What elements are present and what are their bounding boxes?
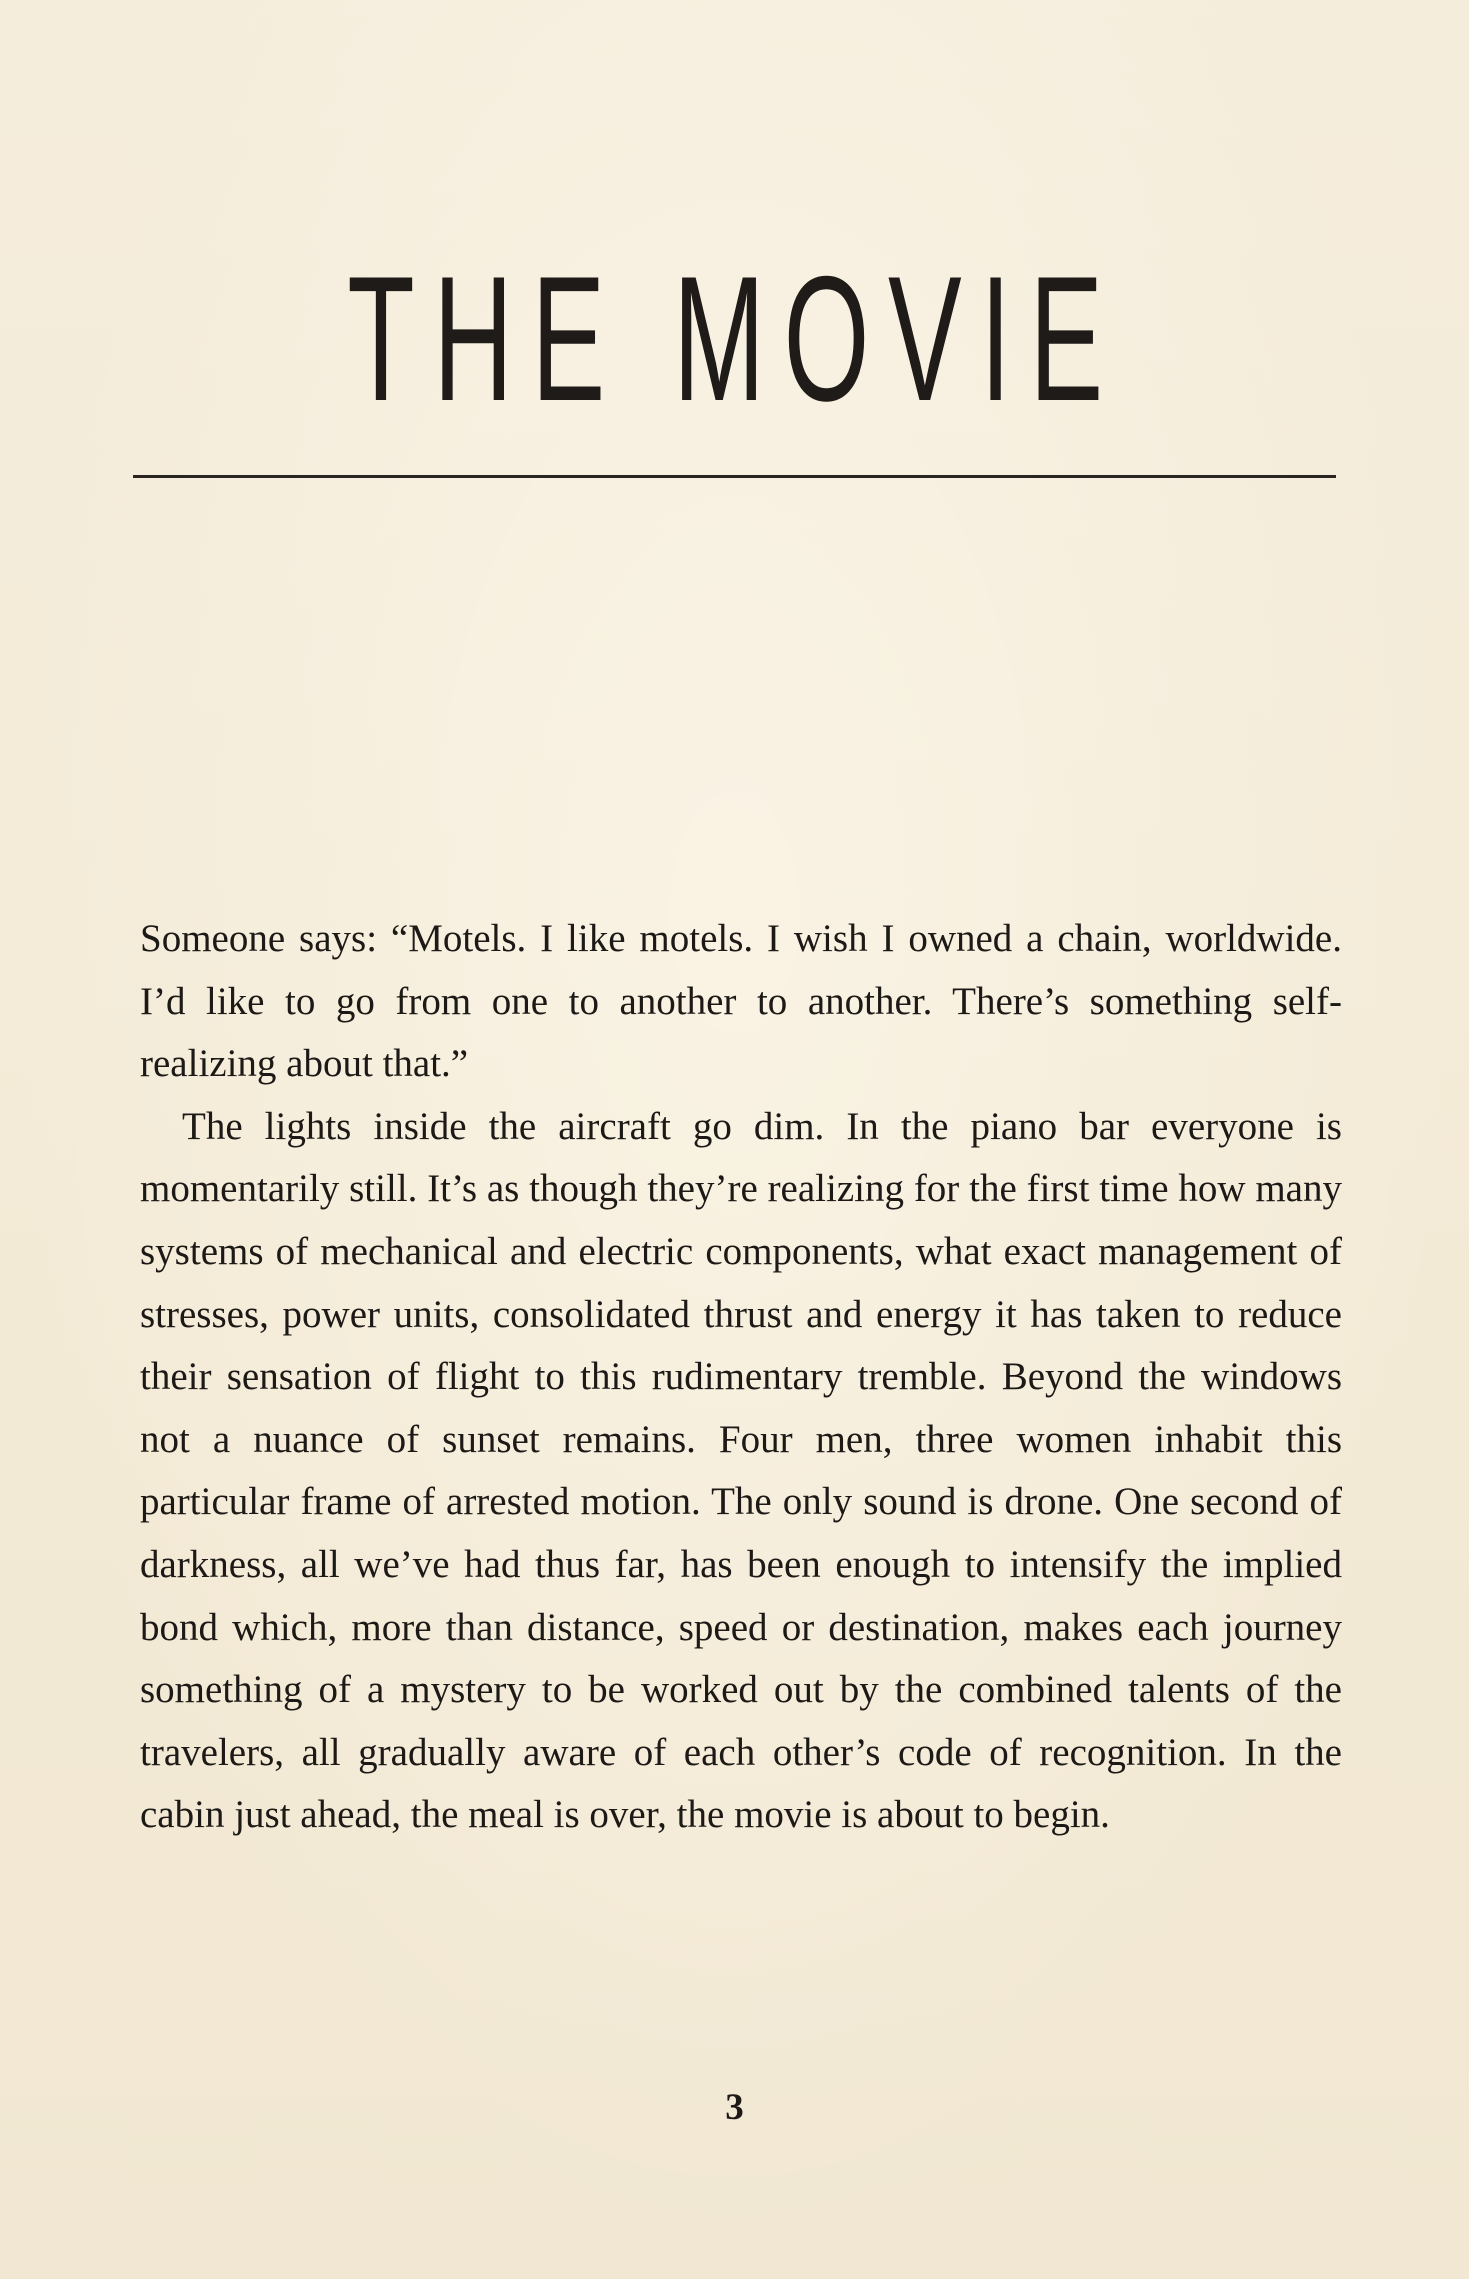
title-underline-rule <box>133 475 1336 478</box>
chapter-title: THE MOVIE <box>347 239 1122 438</box>
chapter-body <box>140 908 1342 1847</box>
body-paragraph: Someone says: “Motels. I like motels. I wish I owned a chain, worldwide. I’d like to go from one to another to another. There’s something self-realizing about that.” <box>140 917 1342 1086</box>
body-paragraph: The lights inside the aircraft go dim. In the piano bar everyone is momentarily still. It’s as though they’re realizing for the first time how many systems of mechanical and electric components, what exact management of stresses, power units, consolidated thrust and energy it has taken to reduce their sensation of flight to this rudimentary tremble. Beyond the windows not a nuance of sunset remains. Four men, three women inhabit this particular frame of arrested motion. The only sound is drone. One second of darkness, all we’ve had thus far, has been enough to intensify the implied bond which, more than distance, speed or destination, makes each journey something of a mystery to be worked out by the combined talents of the travelers, all gradually aware of each other’s code of recognition. In the cabin just ahead, the meal is over, the movie is about to begin. <box>140 1104 1342 1837</box>
page-number: 3 <box>725 2087 744 2128</box>
